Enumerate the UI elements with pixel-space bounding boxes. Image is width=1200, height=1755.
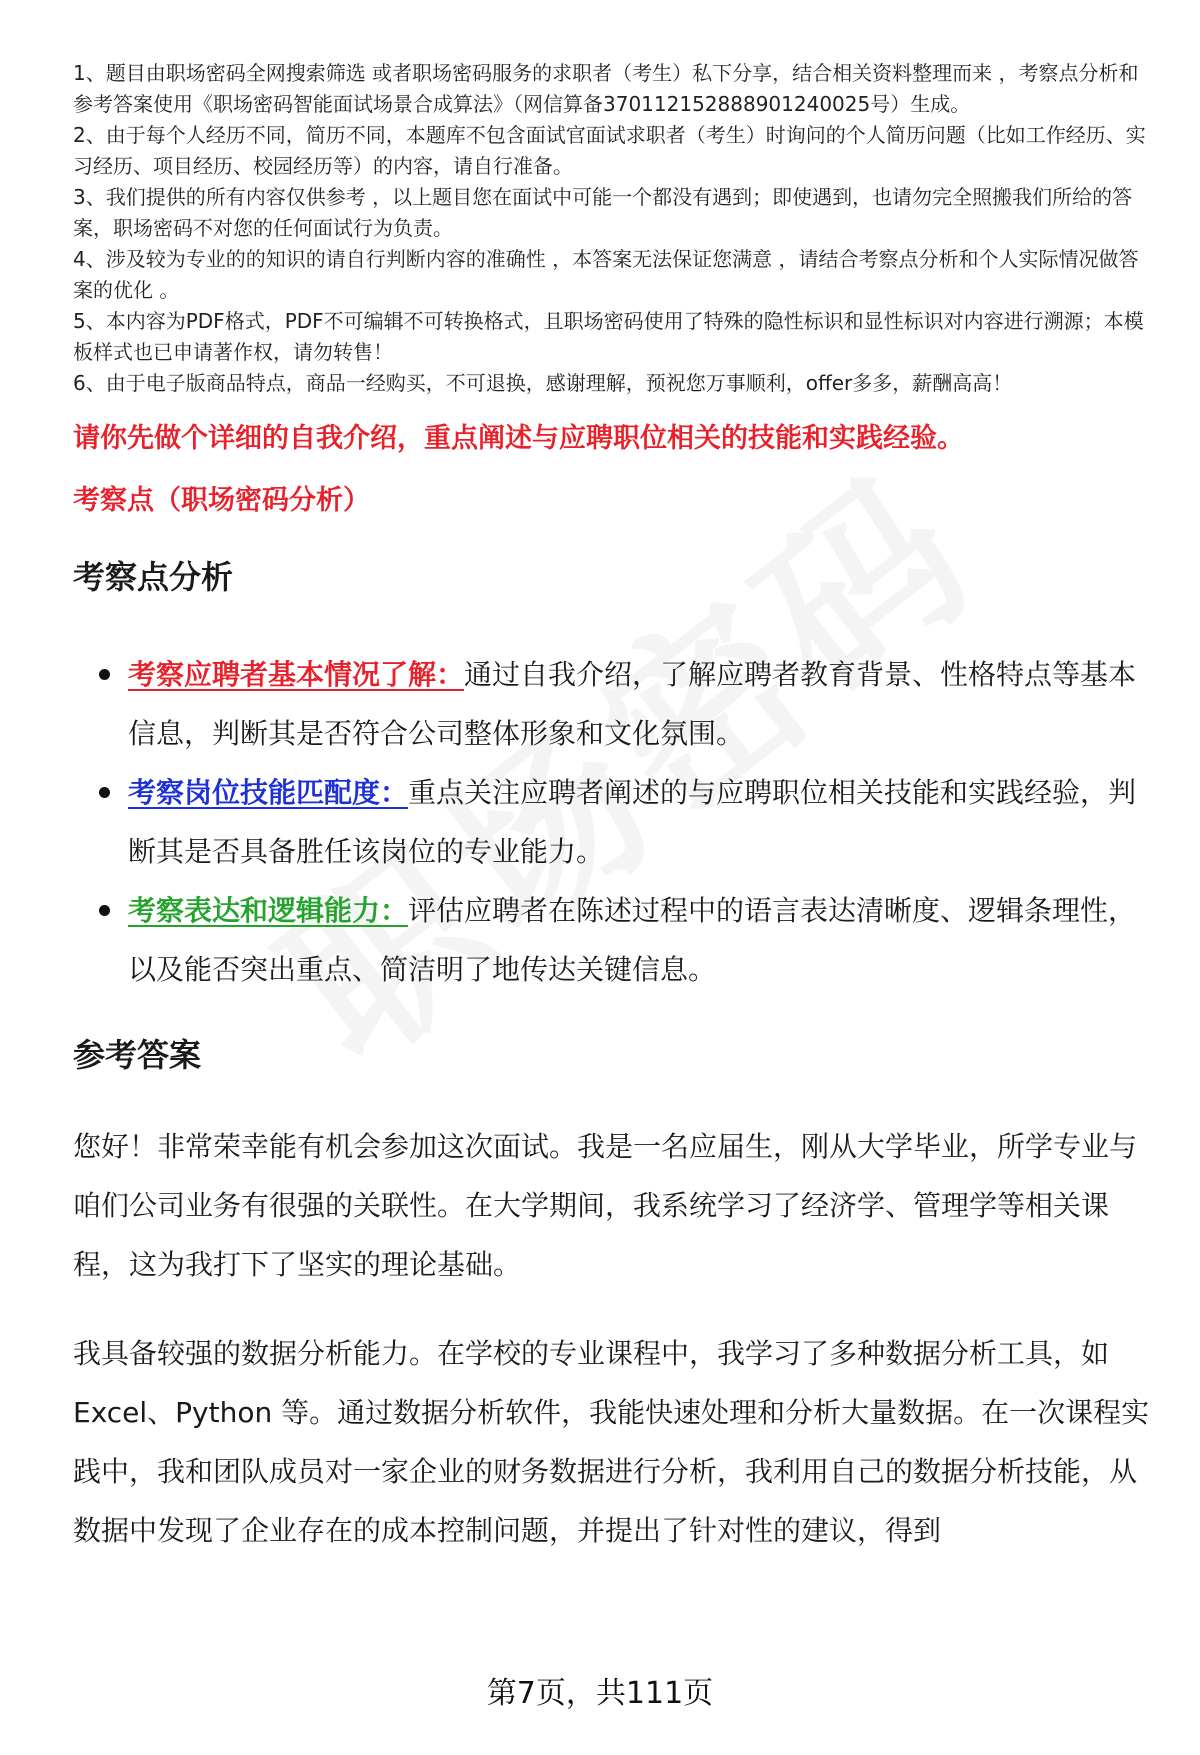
point-text: 重点关注应聘者阐述的与应聘职位相关技能和实践经验，判断其是否具备胜任该岗位的专业能力。 — [128, 776, 1137, 868]
note-item: 3、我们提供的所有内容仅供参考 ，以上题目您在面试中可能一个都没有遇到；即使遇到，也请勿完全照搬我们所给的答案，职场密码不对您的任何面试行为负责。 — [73, 185, 1133, 240]
note-item: 1、题目由职场密码全网搜索筛选 或者职场密码服务的求职者（考生）私下分享，结合相关资料整理而来 ，考察点分析和参考答案使用《职场密码智能面试场景合成算法》（网信算备370112152888901240025号）生成。 — [73, 61, 1139, 116]
note-item: 6、由于电子版商品特点，商品一经购买，不可退换，感谢理解，预祝您万事顺利，offer多多，薪酬高高！ — [73, 371, 1013, 395]
answer-paragraph: 我具备较强的数据分析能力。在学校的专业课程中，我学习了多种数据分析工具，如 Excel、Python 等。通过数据分析软件，我能快速处理和分析大量数据。在一次课程实践中，我和团队成员对一家企业的财务数据进行分析，我利用自己的数据分析技能，从数据中发现了企业存在的成本控制问题，并提出了针对性的建议，得到 — [73, 1337, 1150, 1547]
answer-heading: 参考答案 — [73, 1036, 202, 1074]
bullet-icon — [99, 787, 110, 798]
note-item: 5、本内容为PDF格式，PDF不可编辑不可转换格式，且职场密码使用了特殊的隐性标识和显性标识对内容进行溯源；本模板样式也已申请著作权，请勿转售！ — [73, 309, 1144, 364]
note-item: 2、由于每个人经历不同，简历不同，本题库不包含面试官面试求职者（考生）时询问的个人简历问题（比如工作经历、实习经历、项目经历、校园经历等）的内容，请自行准备。 — [73, 123, 1146, 178]
document-page — [73, 58, 1158, 1590]
point-title: 考察表达和逻辑能力： — [128, 894, 409, 927]
bullet-icon — [99, 905, 110, 916]
disclaimer-notes — [73, 58, 1158, 399]
answer-body — [73, 1117, 1158, 1560]
note-item: 4、涉及较为专业的的知识的请自行判断内容的准确性 ，本答案无法保证您满意 ，请结合考察点分析和个人实际情况做答案的优化 。 — [73, 247, 1139, 302]
bullet-icon — [99, 669, 110, 680]
point-title: 考察岗位技能匹配度： — [128, 776, 409, 809]
point-text: 通过自我介绍，了解应聘者教育背景、性格特点等基本信息，判断其是否符合公司整体形象和文化氛围。 — [128, 658, 1137, 750]
analysis-label: 考察点（职场密码分析） — [73, 485, 370, 516]
analysis-point — [73, 881, 1158, 999]
answer-paragraph: 您好！非常荣幸能有机会参加这次面试。我是一名应届生，刚从大学毕业，所学专业与咱们公司业务有很强的关联性。在大学期间，我系统学习了经济学、管理学等相关课程，这为我打下了坚实的理论基础。 — [73, 1130, 1138, 1281]
interview-question: 请你先做个详细的自我介绍，重点阐述与应聘职位相关的技能和实践经验。 — [73, 423, 964, 454]
page-number: 第7页，共111页 — [486, 1676, 714, 1711]
analysis-heading: 考察点分析 — [73, 558, 234, 596]
point-title: 考察应聘者基本情况了解： — [128, 658, 465, 691]
analysis-point — [73, 645, 1158, 763]
point-text: 评估应聘者在陈述过程中的语言表达清晰度、逻辑条理性，以及能否突出重点、简洁明了地传达关键信息。 — [128, 894, 1137, 986]
analysis-points — [73, 645, 1158, 999]
analysis-point — [73, 763, 1158, 881]
